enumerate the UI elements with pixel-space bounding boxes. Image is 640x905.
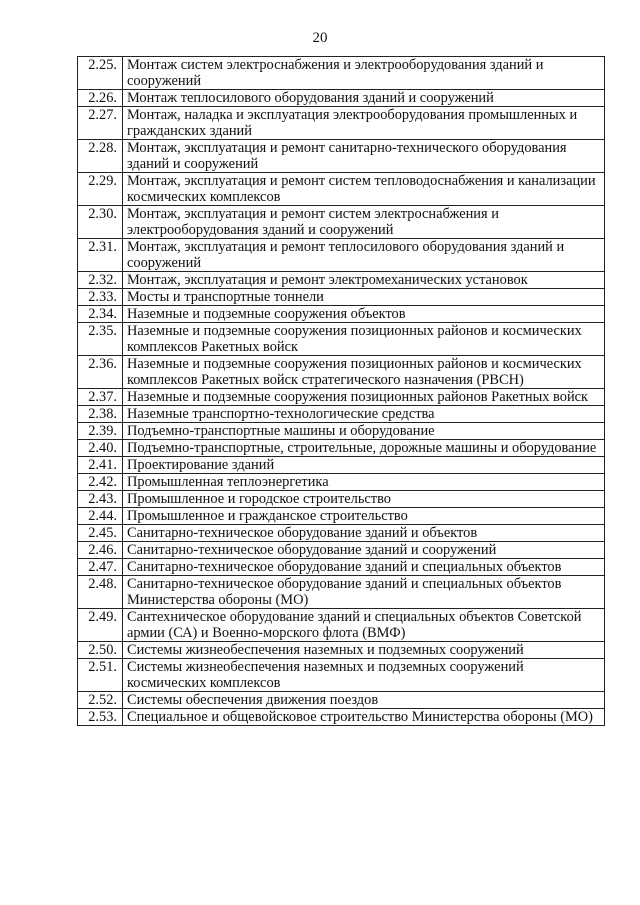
row-code: 2.53. [78,709,123,726]
row-code: 2.26. [78,90,123,107]
table-row [78,576,605,609]
table-row [78,272,605,289]
row-code: 2.35. [78,323,123,356]
row-title: Санитарно-техническое оборудование зданий и специальных объектов [123,559,605,576]
table-row [78,423,605,440]
row-title: Системы обеспечения движения поездов [123,692,605,709]
table-row [78,525,605,542]
row-title: Монтаж, эксплуатация и ремонт систем электроснабжения и электрооборудования зданий и сооружений [123,206,605,239]
row-code: 2.41. [78,457,123,474]
table-row [78,306,605,323]
table-row [78,542,605,559]
row-code: 2.46. [78,542,123,559]
row-title: Монтаж систем электроснабжения и электрооборудования зданий и сооружений [123,57,605,90]
row-code: 2.39. [78,423,123,440]
row-title: Монтаж теплосилового оборудования зданий и сооружений [123,90,605,107]
table-row [78,389,605,406]
row-title: Подъемно-транспортные машины и оборудование [123,423,605,440]
row-title: Системы жизнеобеспечения наземных и подземных сооружений космических комплексов [123,659,605,692]
row-code: 2.29. [78,173,123,206]
specialties-table [77,56,605,726]
table-row [78,457,605,474]
table-row [78,406,605,423]
row-code: 2.52. [78,692,123,709]
table-row [78,289,605,306]
row-title: Системы жизнеобеспечения наземных и подземных сооружений [123,642,605,659]
row-code: 2.48. [78,576,123,609]
row-title: Промышленное и гражданское строительство [123,508,605,525]
row-title: Сантехническое оборудование зданий и специальных объектов Советской армии (СА) и Военно-морского флота (ВМФ) [123,609,605,642]
table-row [78,491,605,508]
row-title: Санитарно-техническое оборудование зданий и объектов [123,525,605,542]
row-title: Монтаж, эксплуатация и ремонт теплосилового оборудования зданий и сооружений [123,239,605,272]
row-title: Наземные и подземные сооружения позиционных районов и космических комплексов Ракетных войск стратегического назначения (РВСН) [123,356,605,389]
row-code: 2.25. [78,57,123,90]
row-code: 2.30. [78,206,123,239]
row-code: 2.28. [78,140,123,173]
table-row [78,692,605,709]
row-code: 2.42. [78,474,123,491]
row-title: Наземные и подземные сооружения позиционных районов Ракетных войск [123,389,605,406]
row-title: Наземные транспортно-технологические средства [123,406,605,423]
table-row [78,609,605,642]
page-number: 20 [312,30,328,46]
row-code: 2.49. [78,609,123,642]
row-title: Промышленная теплоэнергетика [123,474,605,491]
row-title: Санитарно-техническое оборудование зданий и сооружений [123,542,605,559]
row-code: 2.50. [78,642,123,659]
row-code: 2.37. [78,389,123,406]
row-code: 2.43. [78,491,123,508]
table-row [78,57,605,90]
table-row [78,356,605,389]
row-code: 2.27. [78,107,123,140]
row-code: 2.34. [78,306,123,323]
table-row [78,90,605,107]
table-row [78,440,605,457]
table-row [78,474,605,491]
table-row [78,559,605,576]
table-body [78,57,605,726]
row-title: Санитарно-техническое оборудование зданий и специальных объектов Министерства обороны (МО) [123,576,605,609]
table-row [78,107,605,140]
row-code: 2.31. [78,239,123,272]
row-code: 2.47. [78,559,123,576]
row-title: Проектирование зданий [123,457,605,474]
row-title: Наземные и подземные сооружения позиционных районов и космических комплексов Ракетных войск [123,323,605,356]
table-row [78,508,605,525]
row-title: Специальное и общевойсковое строительство Министерства обороны (МО) [123,709,605,726]
row-code: 2.32. [78,272,123,289]
row-code: 2.45. [78,525,123,542]
row-title: Монтаж, наладка и эксплуатация электрооборудования промышленных и гражданских зданий [123,107,605,140]
row-title: Монтаж, эксплуатация и ремонт санитарно-технического оборудования зданий и сооружений [123,140,605,173]
row-code: 2.51. [78,659,123,692]
table-row [78,709,605,726]
row-code: 2.36. [78,356,123,389]
row-title: Монтаж, эксплуатация и ремонт электромеханических установок [123,272,605,289]
row-title: Промышленное и городское строительство [123,491,605,508]
row-title: Наземные и подземные сооружения объектов [123,306,605,323]
row-code: 2.40. [78,440,123,457]
table-row [78,642,605,659]
table-row [78,659,605,692]
table-row [78,140,605,173]
row-code: 2.44. [78,508,123,525]
row-code: 2.33. [78,289,123,306]
table-row [78,239,605,272]
table-row [78,206,605,239]
table-row [78,323,605,356]
row-title: Монтаж, эксплуатация и ремонт систем тепловодоснабжения и канализации космических комплексов [123,173,605,206]
row-title: Мосты и транспортные тоннели [123,289,605,306]
row-title: Подъемно-транспортные, строительные, дорожные машины и оборудование [123,440,605,457]
table-row [78,173,605,206]
row-code: 2.38. [78,406,123,423]
